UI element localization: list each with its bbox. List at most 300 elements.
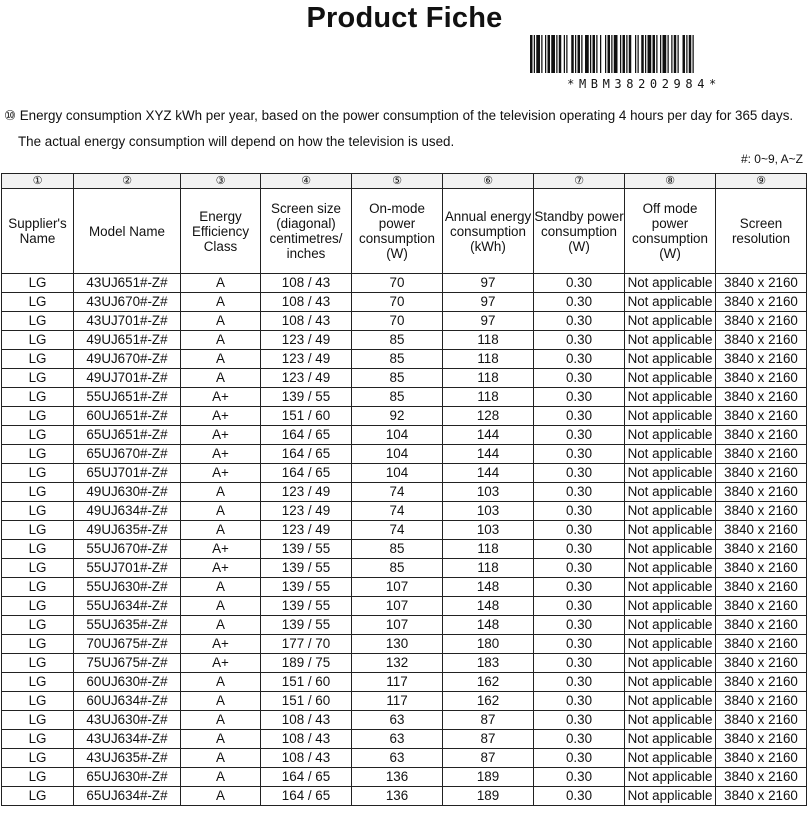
screen-size-cell: 123 / 49 bbox=[261, 483, 352, 502]
table-row bbox=[2, 749, 807, 768]
standby-power-cell: 0.30 bbox=[534, 616, 625, 635]
standby-power-cell: 0.30 bbox=[534, 445, 625, 464]
supplier-cell: LG bbox=[2, 464, 74, 483]
resolution-cell: 3840 x 2160 bbox=[716, 426, 807, 445]
model-cell: 65UJ701#-Z# bbox=[74, 464, 181, 483]
column-header: Standby power consumption (W) bbox=[534, 189, 625, 274]
standby-power-cell: 0.30 bbox=[534, 388, 625, 407]
on-mode-power-cell: 132 bbox=[352, 654, 443, 673]
annual-energy-cell: 144 bbox=[443, 445, 534, 464]
supplier-cell: LG bbox=[2, 597, 74, 616]
page-title: Product Fiche bbox=[306, 2, 503, 34]
table-row bbox=[2, 274, 807, 293]
screen-size-cell: 108 / 43 bbox=[261, 749, 352, 768]
standby-power-cell: 0.30 bbox=[534, 369, 625, 388]
resolution-cell: 3840 x 2160 bbox=[716, 654, 807, 673]
standby-power-cell: 0.30 bbox=[534, 407, 625, 426]
barcode-bar bbox=[581, 35, 582, 73]
annual-energy-cell: 189 bbox=[443, 768, 534, 787]
column-number-row bbox=[2, 174, 807, 189]
column-header: Screen size (diagonal) centimetres/ inches bbox=[261, 189, 352, 274]
standby-power-cell: 0.30 bbox=[534, 274, 625, 293]
on-mode-power-cell: 85 bbox=[352, 540, 443, 559]
standby-power-cell: 0.30 bbox=[534, 350, 625, 369]
on-mode-power-cell: 107 bbox=[352, 578, 443, 597]
standby-power-cell: 0.30 bbox=[534, 692, 625, 711]
off-mode-power-cell: Not applicable bbox=[625, 578, 716, 597]
annual-energy-cell: 180 bbox=[443, 635, 534, 654]
model-cell: 49UJ630#-Z# bbox=[74, 483, 181, 502]
annual-energy-cell: 189 bbox=[443, 787, 534, 806]
barcode-bar bbox=[593, 35, 596, 73]
on-mode-power-cell: 107 bbox=[352, 616, 443, 635]
barcode-bar bbox=[566, 35, 567, 73]
table-row bbox=[2, 635, 807, 654]
model-cell: 55UJ635#-Z# bbox=[74, 616, 181, 635]
table-row bbox=[2, 464, 807, 483]
screen-size-cell: 164 / 65 bbox=[261, 464, 352, 483]
standby-power-cell: 0.30 bbox=[534, 749, 625, 768]
screen-size-cell: 151 / 60 bbox=[261, 407, 352, 426]
on-mode-power-cell: 92 bbox=[352, 407, 443, 426]
on-mode-power-cell: 136 bbox=[352, 768, 443, 787]
efficiency-class-cell: A bbox=[181, 312, 261, 331]
supplier-cell: LG bbox=[2, 578, 74, 597]
on-mode-power-cell: 85 bbox=[352, 559, 443, 578]
efficiency-class-cell: A bbox=[181, 616, 261, 635]
table-row bbox=[2, 730, 807, 749]
barcode-bar bbox=[551, 35, 555, 73]
column-number: ③ bbox=[181, 174, 261, 189]
efficiency-class-cell: A bbox=[181, 331, 261, 350]
supplier-cell: LG bbox=[2, 521, 74, 540]
resolution-cell: 3840 x 2160 bbox=[716, 787, 807, 806]
off-mode-power-cell: Not applicable bbox=[625, 692, 716, 711]
off-mode-power-cell: Not applicable bbox=[625, 350, 716, 369]
barcode-bar bbox=[556, 35, 557, 73]
on-mode-power-cell: 85 bbox=[352, 331, 443, 350]
column-number: ⑨ bbox=[716, 174, 807, 189]
resolution-cell: 3840 x 2160 bbox=[716, 445, 807, 464]
annual-energy-cell: 103 bbox=[443, 502, 534, 521]
standby-power-cell: 0.30 bbox=[534, 578, 625, 597]
efficiency-class-cell: A+ bbox=[181, 388, 261, 407]
annual-energy-cell: 118 bbox=[443, 540, 534, 559]
efficiency-class-cell: A bbox=[181, 730, 261, 749]
column-number: ⑧ bbox=[625, 174, 716, 189]
model-cell: 43UJ670#-Z# bbox=[74, 293, 181, 312]
resolution-cell: 3840 x 2160 bbox=[716, 578, 807, 597]
annual-energy-cell: 148 bbox=[443, 578, 534, 597]
column-number: ⑥ bbox=[443, 174, 534, 189]
on-mode-power-cell: 85 bbox=[352, 350, 443, 369]
barcode-bar bbox=[683, 35, 686, 73]
resolution-cell: 3840 x 2160 bbox=[716, 388, 807, 407]
barcode-bar bbox=[571, 35, 574, 73]
resolution-cell: 3840 x 2160 bbox=[716, 597, 807, 616]
standby-power-cell: 0.30 bbox=[534, 787, 625, 806]
efficiency-class-cell: A+ bbox=[181, 407, 261, 426]
screen-size-cell: 123 / 49 bbox=[261, 369, 352, 388]
on-mode-power-cell: 70 bbox=[352, 312, 443, 331]
screen-size-cell: 139 / 55 bbox=[261, 540, 352, 559]
off-mode-power-cell: Not applicable bbox=[625, 711, 716, 730]
efficiency-class-cell: A+ bbox=[181, 445, 261, 464]
column-header: Energy Efficiency Class bbox=[181, 189, 261, 274]
screen-size-cell: 139 / 55 bbox=[261, 559, 352, 578]
supplier-cell: LG bbox=[2, 635, 74, 654]
column-number: ⑤ bbox=[352, 174, 443, 189]
model-cell: 43UJ701#-Z# bbox=[74, 312, 181, 331]
barcode-bar bbox=[564, 35, 565, 73]
standby-power-cell: 0.30 bbox=[534, 540, 625, 559]
standby-power-cell: 0.30 bbox=[534, 673, 625, 692]
off-mode-power-cell: Not applicable bbox=[625, 483, 716, 502]
model-cell: 49UJ651#-Z# bbox=[74, 331, 181, 350]
annual-energy-cell: 97 bbox=[443, 274, 534, 293]
barcode-bar bbox=[585, 35, 589, 73]
barcode-bar bbox=[575, 35, 576, 73]
screen-size-cell: 123 / 49 bbox=[261, 331, 352, 350]
screen-size-cell: 108 / 43 bbox=[261, 274, 352, 293]
efficiency-class-cell: A+ bbox=[181, 635, 261, 654]
supplier-cell: LG bbox=[2, 445, 74, 464]
efficiency-class-cell: A bbox=[181, 502, 261, 521]
model-cell: 70UJ675#-Z# bbox=[74, 635, 181, 654]
resolution-cell: 3840 x 2160 bbox=[716, 768, 807, 787]
resolution-cell: 3840 x 2160 bbox=[716, 559, 807, 578]
barcode-bar bbox=[600, 35, 601, 73]
barcode-bar bbox=[614, 35, 618, 73]
screen-size-cell: 164 / 65 bbox=[261, 787, 352, 806]
on-mode-power-cell: 136 bbox=[352, 787, 443, 806]
model-cell: 65UJ634#-Z# bbox=[74, 787, 181, 806]
off-mode-power-cell: Not applicable bbox=[625, 597, 716, 616]
table-row bbox=[2, 692, 807, 711]
resolution-cell: 3840 x 2160 bbox=[716, 274, 807, 293]
model-cell: 60UJ651#-Z# bbox=[74, 407, 181, 426]
annual-energy-cell: 97 bbox=[443, 293, 534, 312]
barcode-bar bbox=[626, 35, 627, 73]
barcode-bar bbox=[645, 35, 646, 73]
annual-energy-cell: 103 bbox=[443, 521, 534, 540]
model-cell: 43UJ630#-Z# bbox=[74, 711, 181, 730]
column-number: ④ bbox=[261, 174, 352, 189]
on-mode-power-cell: 63 bbox=[352, 711, 443, 730]
efficiency-class-cell: A bbox=[181, 521, 261, 540]
on-mode-power-cell: 74 bbox=[352, 521, 443, 540]
standby-power-cell: 0.30 bbox=[534, 426, 625, 445]
on-mode-power-cell: 85 bbox=[352, 388, 443, 407]
resolution-cell: 3840 x 2160 bbox=[716, 521, 807, 540]
supplier-cell: LG bbox=[2, 274, 74, 293]
annual-energy-cell: 118 bbox=[443, 369, 534, 388]
off-mode-power-cell: Not applicable bbox=[625, 749, 716, 768]
efficiency-class-cell: A+ bbox=[181, 540, 261, 559]
off-mode-power-cell: Not applicable bbox=[625, 502, 716, 521]
barcode-bar bbox=[656, 35, 657, 73]
screen-size-cell: 139 / 55 bbox=[261, 616, 352, 635]
standby-power-cell: 0.30 bbox=[534, 711, 625, 730]
table-row bbox=[2, 559, 807, 578]
barcode-label: *MBM38202984* bbox=[567, 77, 721, 91]
efficiency-class-cell: A+ bbox=[181, 654, 261, 673]
efficiency-class-cell: A+ bbox=[181, 464, 261, 483]
screen-size-cell: 123 / 49 bbox=[261, 521, 352, 540]
barcode-bar bbox=[611, 35, 612, 73]
table-row bbox=[2, 350, 807, 369]
annual-energy-cell: 162 bbox=[443, 673, 534, 692]
resolution-cell: 3840 x 2160 bbox=[716, 673, 807, 692]
barcode-bar bbox=[545, 35, 546, 73]
barcode-bar bbox=[638, 35, 639, 73]
annual-energy-cell: 118 bbox=[443, 388, 534, 407]
energy-note-line1: ⑩ Energy consumption XYZ kWh per year, based on the power consumption of the television operating 4 hours per day for 365 days. bbox=[4, 108, 794, 123]
table-row bbox=[2, 578, 807, 597]
barcode-bar bbox=[668, 35, 669, 73]
on-mode-power-cell: 85 bbox=[352, 369, 443, 388]
off-mode-power-cell: Not applicable bbox=[625, 388, 716, 407]
barcode-bar bbox=[596, 35, 597, 73]
on-mode-power-cell: 130 bbox=[352, 635, 443, 654]
product-fiche-table bbox=[1, 173, 807, 806]
supplier-cell: LG bbox=[2, 787, 74, 806]
efficiency-class-cell: A bbox=[181, 350, 261, 369]
model-cell: 43UJ634#-Z# bbox=[74, 730, 181, 749]
efficiency-class-cell: A bbox=[181, 483, 261, 502]
barcode-bar bbox=[674, 35, 677, 73]
column-header: Supplier's Name bbox=[2, 189, 74, 274]
barcode-bar bbox=[559, 35, 562, 73]
table-row bbox=[2, 407, 807, 426]
column-header: Off mode power consumption (W) bbox=[625, 189, 716, 274]
supplier-cell: LG bbox=[2, 312, 74, 331]
model-cell: 75UJ675#-Z# bbox=[74, 654, 181, 673]
annual-energy-cell: 118 bbox=[443, 350, 534, 369]
annual-energy-cell: 144 bbox=[443, 464, 534, 483]
model-cell: 60UJ630#-Z# bbox=[74, 673, 181, 692]
efficiency-class-cell: A bbox=[181, 711, 261, 730]
screen-size-cell: 139 / 55 bbox=[261, 597, 352, 616]
screen-size-cell: 164 / 65 bbox=[261, 768, 352, 787]
on-mode-power-cell: 104 bbox=[352, 464, 443, 483]
supplier-cell: LG bbox=[2, 673, 74, 692]
table-row bbox=[2, 521, 807, 540]
screen-size-cell: 123 / 49 bbox=[261, 502, 352, 521]
off-mode-power-cell: Not applicable bbox=[625, 654, 716, 673]
table-row bbox=[2, 787, 807, 806]
off-mode-power-cell: Not applicable bbox=[625, 274, 716, 293]
efficiency-class-cell: A bbox=[181, 369, 261, 388]
table-row bbox=[2, 483, 807, 502]
annual-energy-cell: 87 bbox=[443, 711, 534, 730]
supplier-cell: LG bbox=[2, 407, 74, 426]
barcode-bar bbox=[629, 35, 632, 73]
off-mode-power-cell: Not applicable bbox=[625, 331, 716, 350]
barcode bbox=[530, 35, 758, 93]
model-cell: 49UJ634#-Z# bbox=[74, 502, 181, 521]
wildcard-legend: #: 0~9, A~Z bbox=[740, 152, 803, 166]
barcode-bar bbox=[678, 35, 679, 73]
on-mode-power-cell: 74 bbox=[352, 502, 443, 521]
off-mode-power-cell: Not applicable bbox=[625, 730, 716, 749]
screen-size-cell: 123 / 49 bbox=[261, 350, 352, 369]
annual-energy-cell: 128 bbox=[443, 407, 534, 426]
efficiency-class-cell: A bbox=[181, 749, 261, 768]
column-number: ② bbox=[74, 174, 181, 189]
standby-power-cell: 0.30 bbox=[534, 635, 625, 654]
on-mode-power-cell: 104 bbox=[352, 445, 443, 464]
table-body bbox=[2, 274, 807, 806]
resolution-cell: 3840 x 2160 bbox=[716, 331, 807, 350]
annual-energy-cell: 148 bbox=[443, 597, 534, 616]
on-mode-power-cell: 63 bbox=[352, 730, 443, 749]
efficiency-class-cell: A bbox=[181, 768, 261, 787]
barcode-bar bbox=[635, 35, 636, 73]
table-row bbox=[2, 388, 807, 407]
supplier-cell: LG bbox=[2, 654, 74, 673]
off-mode-power-cell: Not applicable bbox=[625, 521, 716, 540]
off-mode-power-cell: Not applicable bbox=[625, 540, 716, 559]
barcode-bar bbox=[686, 35, 687, 73]
model-cell: 43UJ651#-Z# bbox=[74, 274, 181, 293]
screen-size-cell: 139 / 55 bbox=[261, 388, 352, 407]
on-mode-power-cell: 70 bbox=[352, 293, 443, 312]
barcode-bar bbox=[541, 35, 542, 73]
off-mode-power-cell: Not applicable bbox=[625, 293, 716, 312]
barcode-bar bbox=[530, 35, 533, 73]
barcode-bar bbox=[578, 35, 581, 73]
supplier-cell: LG bbox=[2, 730, 74, 749]
model-cell: 65UJ651#-Z# bbox=[74, 426, 181, 445]
supplier-cell: LG bbox=[2, 426, 74, 445]
off-mode-power-cell: Not applicable bbox=[625, 616, 716, 635]
model-cell: 55UJ634#-Z# bbox=[74, 597, 181, 616]
supplier-cell: LG bbox=[2, 293, 74, 312]
supplier-cell: LG bbox=[2, 483, 74, 502]
standby-power-cell: 0.30 bbox=[534, 464, 625, 483]
resolution-cell: 3840 x 2160 bbox=[716, 540, 807, 559]
barcode-bar bbox=[653, 35, 656, 73]
efficiency-class-cell: A bbox=[181, 597, 261, 616]
annual-energy-cell: 162 bbox=[443, 692, 534, 711]
annual-energy-cell: 103 bbox=[443, 483, 534, 502]
model-cell: 65UJ670#-Z# bbox=[74, 445, 181, 464]
standby-power-cell: 0.30 bbox=[534, 312, 625, 331]
efficiency-class-cell: A bbox=[181, 787, 261, 806]
annual-energy-cell: 87 bbox=[443, 730, 534, 749]
barcode-bar bbox=[534, 35, 535, 73]
off-mode-power-cell: Not applicable bbox=[625, 673, 716, 692]
supplier-cell: LG bbox=[2, 350, 74, 369]
barcode-bar bbox=[689, 35, 692, 73]
column-header: Screen resolution bbox=[716, 189, 807, 274]
efficiency-class-cell: A bbox=[181, 293, 261, 312]
resolution-cell: 3840 x 2160 bbox=[716, 483, 807, 502]
model-cell: 49UJ670#-Z# bbox=[74, 350, 181, 369]
resolution-cell: 3840 x 2160 bbox=[716, 711, 807, 730]
barcode-bar bbox=[663, 35, 667, 73]
annual-energy-cell: 183 bbox=[443, 654, 534, 673]
off-mode-power-cell: Not applicable bbox=[625, 768, 716, 787]
table-row bbox=[2, 331, 807, 350]
model-cell: 55UJ701#-Z# bbox=[74, 559, 181, 578]
supplier-cell: LG bbox=[2, 692, 74, 711]
annual-energy-cell: 144 bbox=[443, 426, 534, 445]
on-mode-power-cell: 107 bbox=[352, 597, 443, 616]
supplier-cell: LG bbox=[2, 711, 74, 730]
screen-size-cell: 151 / 60 bbox=[261, 692, 352, 711]
off-mode-power-cell: Not applicable bbox=[625, 787, 716, 806]
table-row bbox=[2, 502, 807, 521]
resolution-cell: 3840 x 2160 bbox=[716, 692, 807, 711]
resolution-cell: 3840 x 2160 bbox=[716, 407, 807, 426]
barcode-bar bbox=[648, 35, 652, 73]
resolution-cell: 3840 x 2160 bbox=[716, 464, 807, 483]
screen-size-cell: 164 / 65 bbox=[261, 426, 352, 445]
standby-power-cell: 0.30 bbox=[534, 654, 625, 673]
model-cell: 65UJ630#-Z# bbox=[74, 768, 181, 787]
efficiency-class-cell: A bbox=[181, 274, 261, 293]
supplier-cell: LG bbox=[2, 559, 74, 578]
resolution-cell: 3840 x 2160 bbox=[716, 312, 807, 331]
resolution-cell: 3840 x 2160 bbox=[716, 502, 807, 521]
resolution-cell: 3840 x 2160 bbox=[716, 749, 807, 768]
off-mode-power-cell: Not applicable bbox=[625, 407, 716, 426]
supplier-cell: LG bbox=[2, 540, 74, 559]
barcode-bar bbox=[605, 35, 606, 73]
model-cell: 49UJ635#-Z# bbox=[74, 521, 181, 540]
on-mode-power-cell: 104 bbox=[352, 426, 443, 445]
resolution-cell: 3840 x 2160 bbox=[716, 635, 807, 654]
table-row bbox=[2, 540, 807, 559]
resolution-cell: 3840 x 2160 bbox=[716, 616, 807, 635]
off-mode-power-cell: Not applicable bbox=[625, 464, 716, 483]
on-mode-power-cell: 117 bbox=[352, 692, 443, 711]
screen-size-cell: 139 / 55 bbox=[261, 578, 352, 597]
table-row bbox=[2, 369, 807, 388]
model-cell: 60UJ634#-Z# bbox=[74, 692, 181, 711]
screen-size-cell: 177 / 70 bbox=[261, 635, 352, 654]
resolution-cell: 3840 x 2160 bbox=[716, 730, 807, 749]
table-row bbox=[2, 616, 807, 635]
table-row bbox=[2, 711, 807, 730]
annual-energy-cell: 148 bbox=[443, 616, 534, 635]
standby-power-cell: 0.30 bbox=[534, 597, 625, 616]
table-row bbox=[2, 312, 807, 331]
standby-power-cell: 0.30 bbox=[534, 483, 625, 502]
barcode-bar bbox=[590, 35, 591, 73]
standby-power-cell: 0.30 bbox=[534, 768, 625, 787]
off-mode-power-cell: Not applicable bbox=[625, 312, 716, 331]
off-mode-power-cell: Not applicable bbox=[625, 426, 716, 445]
table-row bbox=[2, 673, 807, 692]
model-cell: 55UJ670#-Z# bbox=[74, 540, 181, 559]
efficiency-class-cell: A+ bbox=[181, 559, 261, 578]
screen-size-cell: 108 / 43 bbox=[261, 293, 352, 312]
resolution-cell: 3840 x 2160 bbox=[716, 369, 807, 388]
model-cell: 55UJ651#-Z# bbox=[74, 388, 181, 407]
barcode-bar bbox=[620, 35, 621, 73]
table-row bbox=[2, 597, 807, 616]
off-mode-power-cell: Not applicable bbox=[625, 445, 716, 464]
off-mode-power-cell: Not applicable bbox=[625, 369, 716, 388]
screen-size-cell: 189 / 75 bbox=[261, 654, 352, 673]
resolution-cell: 3840 x 2160 bbox=[716, 293, 807, 312]
barcode-bar bbox=[623, 35, 626, 73]
screen-size-cell: 151 / 60 bbox=[261, 673, 352, 692]
efficiency-class-cell: A bbox=[181, 673, 261, 692]
